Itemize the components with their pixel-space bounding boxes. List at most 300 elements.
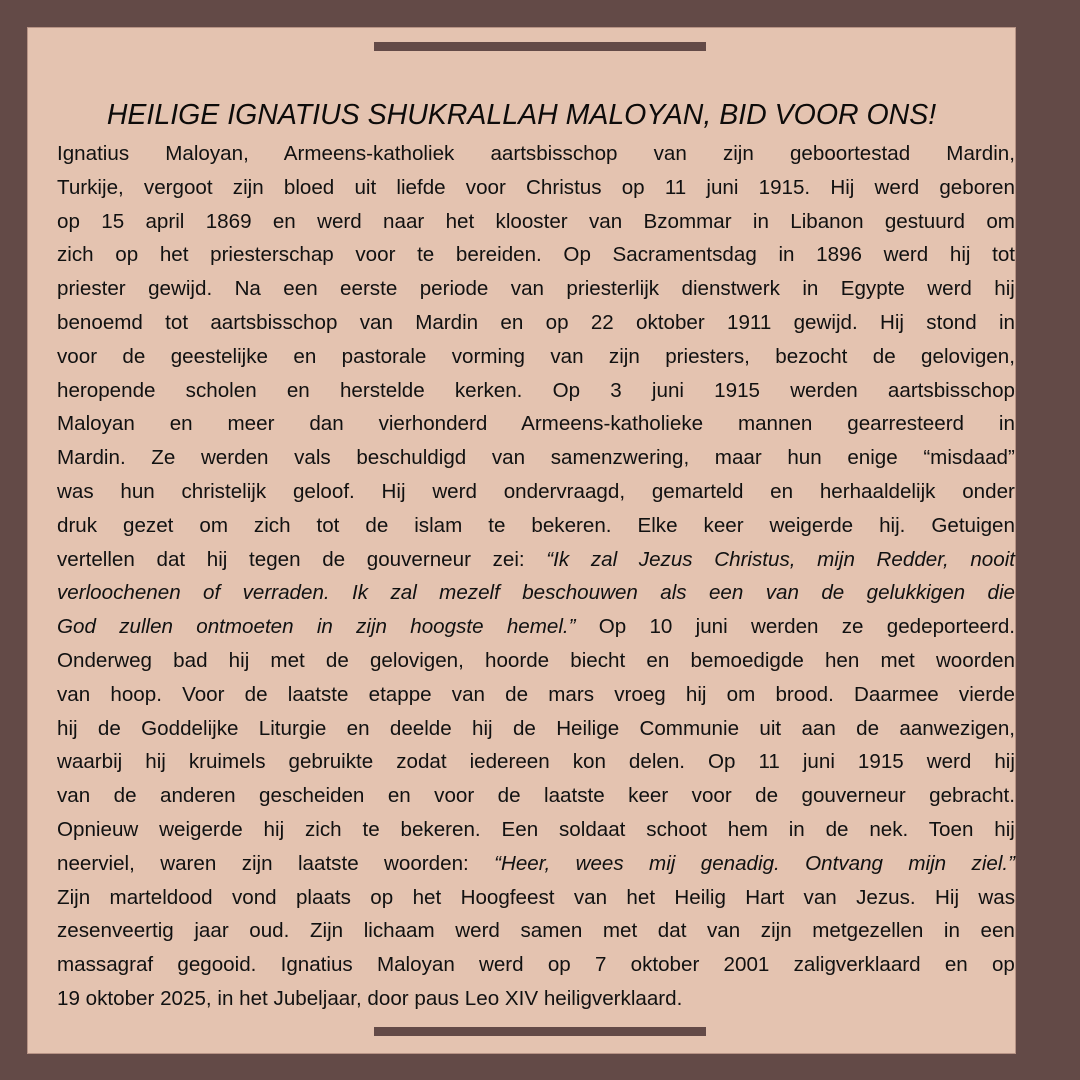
word: Ignatius [57,142,130,165]
word: soldaat [559,817,626,841]
word: Jezus. [856,885,916,909]
word: hij [145,750,166,774]
word: van [359,310,393,334]
word: 7 [594,953,607,977]
word: 1896 [816,243,862,267]
word: meer [227,412,275,436]
word: laatste [297,851,359,875]
word: gemarteld [651,479,744,503]
body-line [57,374,1015,408]
word: kruimels [188,750,266,774]
word: gouverneur [366,547,471,571]
quote-word: of [203,581,221,605]
body-line [57,272,1015,306]
word: Op [552,378,581,402]
word: van [491,446,526,470]
word: te [417,243,435,267]
word: Sacramentsdag [612,243,757,267]
word: juni [706,175,739,199]
word: gewijd. [148,277,213,301]
word: aartsbisschop [490,142,618,165]
word: aanwezigen, [899,716,1015,740]
word: priester [57,277,126,301]
word: geloof. [292,479,355,503]
word: delen. [628,750,686,774]
body-line [57,509,1015,543]
word: laatste [544,784,605,808]
word: 10 [649,615,673,639]
word: werd [317,209,362,233]
word: voor [465,175,506,199]
word: was [978,885,1016,909]
word: christelijk [181,479,267,503]
quote-word: zal [590,547,618,571]
quote-word: genadig. [700,851,780,875]
quote-word: hoogste [410,615,484,639]
body-line [57,881,1015,915]
word: 15 [101,209,125,233]
word: werden [750,615,819,639]
word: Heilige [556,716,620,740]
word: anderen [160,784,236,808]
word: Ignatius [280,953,353,977]
word: in [788,817,805,841]
word: werd [455,919,500,943]
word: tot [992,243,1016,267]
body-line [57,813,1015,847]
quote-word: mij [649,851,676,875]
word: Communie [639,716,740,740]
body-line [57,137,1015,171]
word: geboren [939,175,1015,199]
word: Onderweg [57,648,153,672]
word: op [621,175,645,199]
quote-word: zullen [119,615,173,639]
word: voor [57,344,98,368]
word: zich [253,513,291,537]
word: 22 [590,310,614,334]
word: Hart [745,885,785,909]
word: juni [802,750,835,774]
word: werd [926,750,972,774]
word: Egypte [840,277,905,301]
word: hen [824,648,860,672]
word: gebruikte [288,750,374,774]
word: op [545,310,569,334]
word: 1911 [727,310,772,334]
word: hij [206,547,228,571]
word: en [770,479,794,503]
word: Bzommar [643,209,732,233]
word: iedereen [469,750,550,774]
word: naar [383,209,425,233]
word: om [199,513,228,537]
body-line [57,407,1015,441]
word: hij [994,817,1015,841]
quote-word: verraden. [242,581,330,605]
word: samenzwering, [550,446,690,470]
word: eerste [340,277,398,301]
quote-word: mezelf [439,581,500,605]
quote-word: ziel.” [971,851,1015,875]
word: Goddelijke [141,716,239,740]
word: op [370,885,394,909]
word: pastorale [341,344,427,368]
word: scholen [185,378,257,402]
word: werd [883,243,929,267]
quote-word: wees [575,851,624,875]
word: werd [927,277,972,301]
word: Daarmee [854,682,939,706]
quote-word: “Heer, [494,851,551,875]
word: 11 [758,750,780,774]
word: vergoot [143,175,213,199]
word: 2001 [723,953,770,977]
word: Na [234,277,261,301]
word: keer [703,513,744,537]
body-line [57,340,1015,374]
word: april [145,209,185,233]
word: zijn [722,142,754,165]
quote-word: zijn [356,615,388,639]
word: uit [759,716,782,740]
word: dat [657,919,687,943]
word: Een [501,817,539,841]
word: metgezellen [812,919,924,943]
word: vond [231,885,277,909]
word: jaar [194,919,229,943]
word: Maloyan, [165,142,249,165]
body-line [57,948,1015,982]
word: Armeens-katholiek [283,142,455,165]
quote-word: Redder, [876,547,949,571]
word: werd [478,953,524,977]
word: de [325,648,349,672]
quote-word: verloochenen [57,581,181,605]
body-line [57,712,1015,746]
word: bekeren. [400,817,481,841]
word: in [752,209,769,233]
word: gelovigen, [369,648,464,672]
word: in [943,919,960,943]
quote-word: gelukkigen [866,581,966,605]
word: lichaam [363,919,435,943]
word: het [445,209,475,233]
word: en [293,344,317,368]
word: om [726,682,756,706]
body-line [57,171,1015,205]
word: oud. [249,919,290,943]
word: gescheiden [259,784,365,808]
word: op [547,953,571,977]
quote-word: Jezus [638,547,693,571]
word: bad [173,648,208,672]
word: tot [316,513,340,537]
word: zei: [492,547,525,571]
word: uit [354,175,377,199]
word: Libanon [790,209,864,233]
word: hij [263,817,285,841]
quote-word: God [57,615,96,639]
word: 19 [57,986,80,1010]
word: Hij [935,885,960,909]
word: gegooid. [177,953,257,977]
word: op [991,953,1015,977]
word: heropende [57,378,156,402]
word: en [169,412,193,436]
word: liefde [396,175,446,199]
word: zodat [396,750,447,774]
word: Zijn [57,885,91,909]
page-title: HEILIGE IGNATIUS SHUKRALLAH MALOYAN, BID VOOR ONS! [106,99,937,131]
word: tot [165,310,189,334]
word: in [998,310,1015,334]
word: voor [434,784,475,808]
word: werden [790,378,858,402]
word: was [57,479,94,503]
word: Jubeljaar, [273,986,362,1010]
word: van [550,344,584,368]
word: van [57,682,91,706]
quote-word: mijn [908,851,947,875]
word: vroeg [614,682,666,706]
word: gedeporteerd. [886,615,1016,639]
word: Mardin [415,310,479,334]
word: bezocht [775,344,848,368]
body-line [57,847,1015,881]
word: onder [962,479,1015,503]
quote-word: Christus, [714,547,796,571]
word: XIV [504,986,539,1010]
body-line [57,745,1015,779]
word: Turkije, [57,175,124,199]
body-line [57,441,1015,475]
quote-word: van [765,581,799,605]
quote-word: Ontvang [805,851,883,875]
word: de [755,784,779,808]
word: de [365,513,389,537]
word: vertellen [57,547,135,571]
word: waren [160,851,217,875]
word: neerviel, [57,851,135,875]
top-divider [374,42,706,51]
word: van [588,209,623,233]
word: de [97,716,121,740]
body-line [57,644,1015,678]
body-line [57,914,1015,948]
word: de [872,344,896,368]
body-line [57,475,1015,509]
body-line [57,576,1015,610]
body-line [57,610,1015,644]
word: kon [572,750,606,774]
word: priesterlijk [566,277,660,301]
word: de [505,682,529,706]
word: met [880,648,915,672]
word: in [778,243,795,267]
word: waarbij [57,750,123,774]
word: dat [156,547,186,571]
word: priesters, [665,344,750,368]
word: een [980,919,1015,943]
quote-word: hemel.” [506,615,576,639]
word: van [653,142,687,165]
word: juni [695,615,728,639]
word: en [387,784,411,808]
word: Maloyan [376,953,455,977]
word: de [322,547,346,571]
word: bloed [283,175,335,199]
word: gearresteerd [847,412,965,436]
word: ondervraagd, [503,479,626,503]
word: Mardin. [57,446,126,470]
word: paus [414,986,460,1010]
word: zijn [241,851,273,875]
content-panel [27,27,1016,1054]
word: Hoogfeest [460,885,555,909]
word: van [573,885,608,909]
word: “misdaad” [923,446,1015,470]
word: werd [874,175,920,199]
word: werd [432,479,477,503]
word: hij [228,648,250,672]
word: gebracht. [929,784,1016,808]
word: woorden [935,648,1015,672]
bottom-divider [374,1027,706,1036]
word: bemoedigde [690,648,804,672]
word: samen [520,919,583,943]
word: 1915. [758,175,811,199]
word: Heilig [674,885,726,909]
word: Op [708,750,736,774]
word: druk [57,513,98,537]
word: werden [200,446,269,470]
word: vorming [451,344,525,368]
word: 3 [610,378,622,402]
word: klooster [495,209,568,233]
quote-word: nooit [970,547,1015,571]
word: gezet [123,513,174,537]
word: zijn [232,175,264,199]
word: hij [949,243,971,267]
word: op [57,209,80,233]
quote-word: mijn [817,547,855,571]
word: van [707,919,741,943]
word: te [362,817,380,841]
word: gouverneur [801,784,906,808]
word: hoorde [485,648,550,672]
word: zaligverklaard [793,953,921,977]
quote-word: ontmoeten [196,615,294,639]
word: weigerde [769,513,854,537]
word: bekeren. [531,513,612,537]
word: enige [847,446,898,470]
word: marteldood [109,885,213,909]
body-line [57,779,1015,813]
word: zich [305,817,342,841]
word: gestuurd [884,209,965,233]
word: Hij [381,479,406,503]
word: Mardin, [946,142,1015,165]
word: de [825,817,849,841]
word: in [998,412,1015,436]
word: hij [994,750,1015,774]
word: om [986,209,1015,233]
word: van [451,682,485,706]
body-line [57,678,1015,712]
word: Maloyan [57,412,135,436]
word: hij [685,682,707,706]
word: Zijn [309,919,344,943]
word: beschuldigd [356,446,467,470]
word: hij [994,277,1015,301]
word: en [944,953,968,977]
word: van [57,784,91,808]
word: het [626,885,656,909]
word: Hij [830,175,855,199]
word: 1869 [205,209,252,233]
word: bereiden. [455,243,542,267]
quote-word: beschouwen [522,581,638,605]
quote-word: “Ik [546,547,570,571]
word: herhaaldelijk [819,479,936,503]
word: geboortestad [789,142,911,165]
word: schoot [646,817,707,841]
word: met [270,648,305,672]
word: hem [727,817,768,841]
word: het [239,986,268,1010]
word: aan [801,716,836,740]
quote-word: in [316,615,333,639]
word: zesenveertig [57,919,174,943]
word: mannen [737,412,813,436]
word: hun [120,479,155,503]
word: het [412,885,442,909]
word: zich [57,243,94,267]
word: de [122,344,146,368]
word: oktober [630,953,700,977]
quote-word: zal [390,581,417,605]
word: geestelijke [170,344,269,368]
word: keer [628,784,669,808]
word: in [217,986,234,1010]
word: Hij [879,310,905,334]
word: deelde [389,716,452,740]
quote-word: de [821,581,845,605]
word: biecht [570,648,626,672]
word: laatste [287,682,349,706]
word: de [856,716,880,740]
word: de [244,682,268,706]
word: een [283,277,318,301]
word: aartsbisschop [210,310,338,334]
word: periode [419,277,489,301]
word: en [646,648,670,672]
word: 11 [664,175,687,199]
word: met [602,919,638,943]
word: en [500,310,524,334]
word: maar [714,446,762,470]
word: dan [309,412,344,436]
word: Christus [526,175,602,199]
word: de [113,784,137,808]
word: stond [926,310,977,334]
word: en [346,716,370,740]
word: op [115,243,139,267]
word: tegen [249,547,301,571]
word: gelovigen, [921,344,1015,368]
word: hij. [879,513,906,537]
